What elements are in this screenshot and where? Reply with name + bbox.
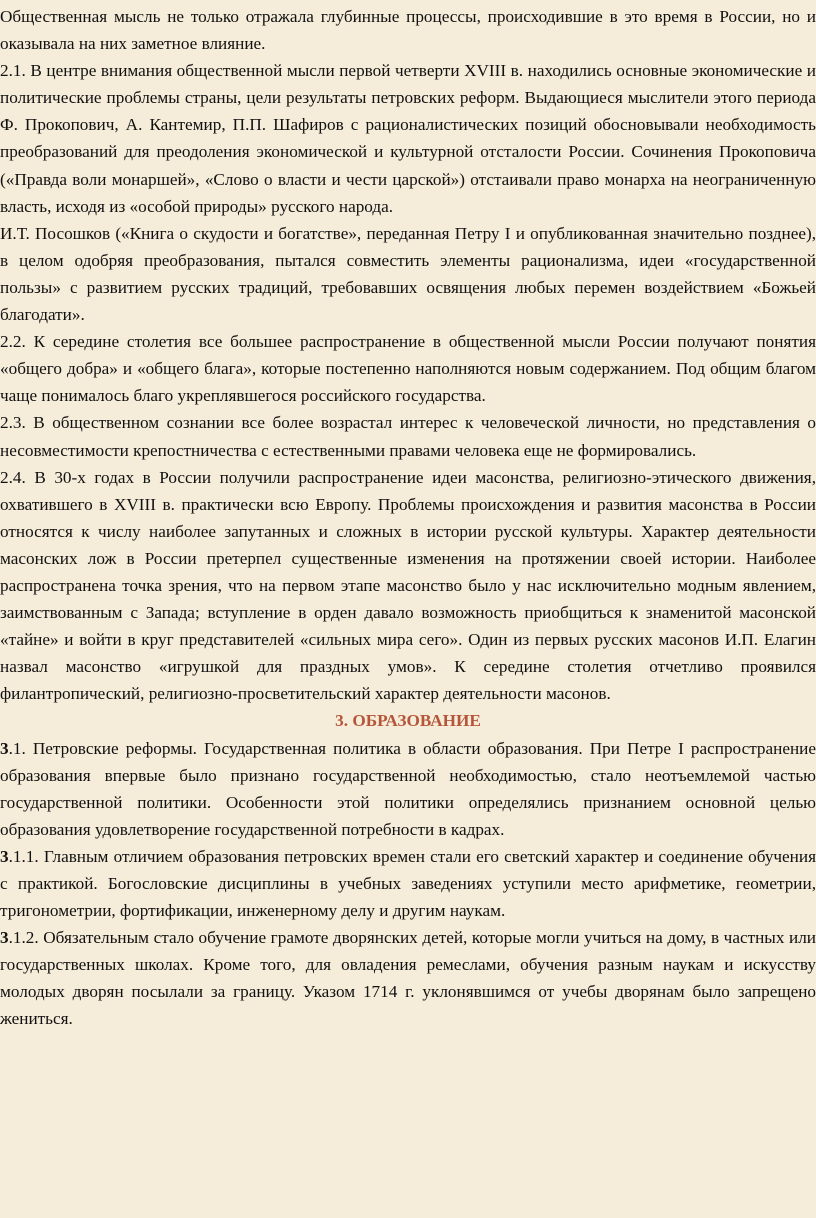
paragraph-intro: Общественная мысль не только отражала глубинные процессы, происходившие в это время в России, но и оказывала на них заметное влияние. (0, 7, 816, 54)
paragraph-3-1-2 (0, 924, 816, 1032)
paragraph-2-3: 2.3. В общественном сознании все более возрастал интерес к человеческой личности, но представления о несовместимости крепостничества с естественными правами человека еще не формировались. (0, 413, 816, 460)
section-heading: 3. ОБРАЗОВАНИЕ (335, 711, 481, 731)
paragraph-3-1-1 (0, 843, 816, 924)
section-number: 3 (0, 928, 9, 948)
paragraph-3-1 (0, 735, 816, 843)
paragraph-pososhkov: И.Т. Посошков («Книга о скудости и богатстве», переданная Петру I и опубликованная значительно позднее), в целом одобряя преобразования, пытался совместить элементы рационализма, идеи «государственной пользы» с развитием русских традиций, требовавших освящения любых перемен воздействием «Божьей благодати». (0, 223, 816, 325)
section-number: 3 (0, 738, 9, 758)
paragraph-text: .1.2. Обязательным стало обучение грамоте дворянских детей, которые могли учиться на дому, в частных или государственных школах. Кроме того, для овладения ремеслами, обучения разным наукам и искусству молодых дворян посылали за границу. Указом 1714 г. уклонявшимся от учебы дворянам было запрещено жениться. (0, 928, 816, 1029)
paragraph-2-1: 2.1. В центре внимания общественной мысли первой четверти XVIII в. находились основные экономические и политические проблемы страны, цели результаты петровских реформ. Выдающиеся мыслители этого периода Ф. Прокопович, А. Кантемир, П.П. Шафиров с рационалистических позиций обосновывали необходимость преобразований для преодоления экономической и культурной отсталости России. Сочинения Прокоповича («Правда воли монаршей», «Слово о власти и чести царской») отстаивали право монарха на неограниченную власть, исходя из «особой природы» русского народа. (0, 61, 816, 216)
paragraph-2-4: 2.4. В 30-х годах в России получили распространение идеи масонства, религиозно-этического движения, охватившего в XVIII в. практически всю Европу. Проблемы происхождения и развития масонства в России относятся к числу наиболее запутанных и сложных в истории русской культуры. Характер деятельности масонских лож в России претерпел существенные изменения на протяжении своей истории. Наиболее распространена точка зрения, что на первом этапе масонство было у нас исключительно модным явлением, заимствованным с Запада; вступление в орден давало возможность приобщиться к знаменитой масонской «тайне» и войти в круг представителей «сильных мира сего». Один из первых русских масонов И.П. Елагин назвал масонство «игрушкой для праздных умов». К середине столетия отчетливо проявился филантропический, религиозно-просветительский характер деятельности масонов. (0, 467, 816, 704)
paragraph-text: .1. Петровские реформы. Государственная политика в области образования. При Петре I распространение образования впервые было признано государственной необходимостью, стало неотъемлемой частью государственной политики. Особенности этой политики определялись признанием основной целью образования удовлетворение государственной потребности в кадрах. (0, 738, 816, 839)
paragraph-2-2: 2.2. К середине столетия все большее распространение в общественной мысли России получают понятия «общего добра» и «общего блага», которые постепенно наполняются новым содержанием. Под общим благом чаще понималось благо укреплявшегося российского государства. (0, 332, 816, 406)
paragraph-text: .1.1. Главным отличием образования петровских времен стали его светский характер и соединение обучения с практикой. Богословские дисциплины в учебных заведениях уступили место арифметике, геометрии, тригонометрии, фортификации, инженерному делу и другим наукам. (0, 846, 816, 921)
section-number: 3 (0, 846, 9, 866)
